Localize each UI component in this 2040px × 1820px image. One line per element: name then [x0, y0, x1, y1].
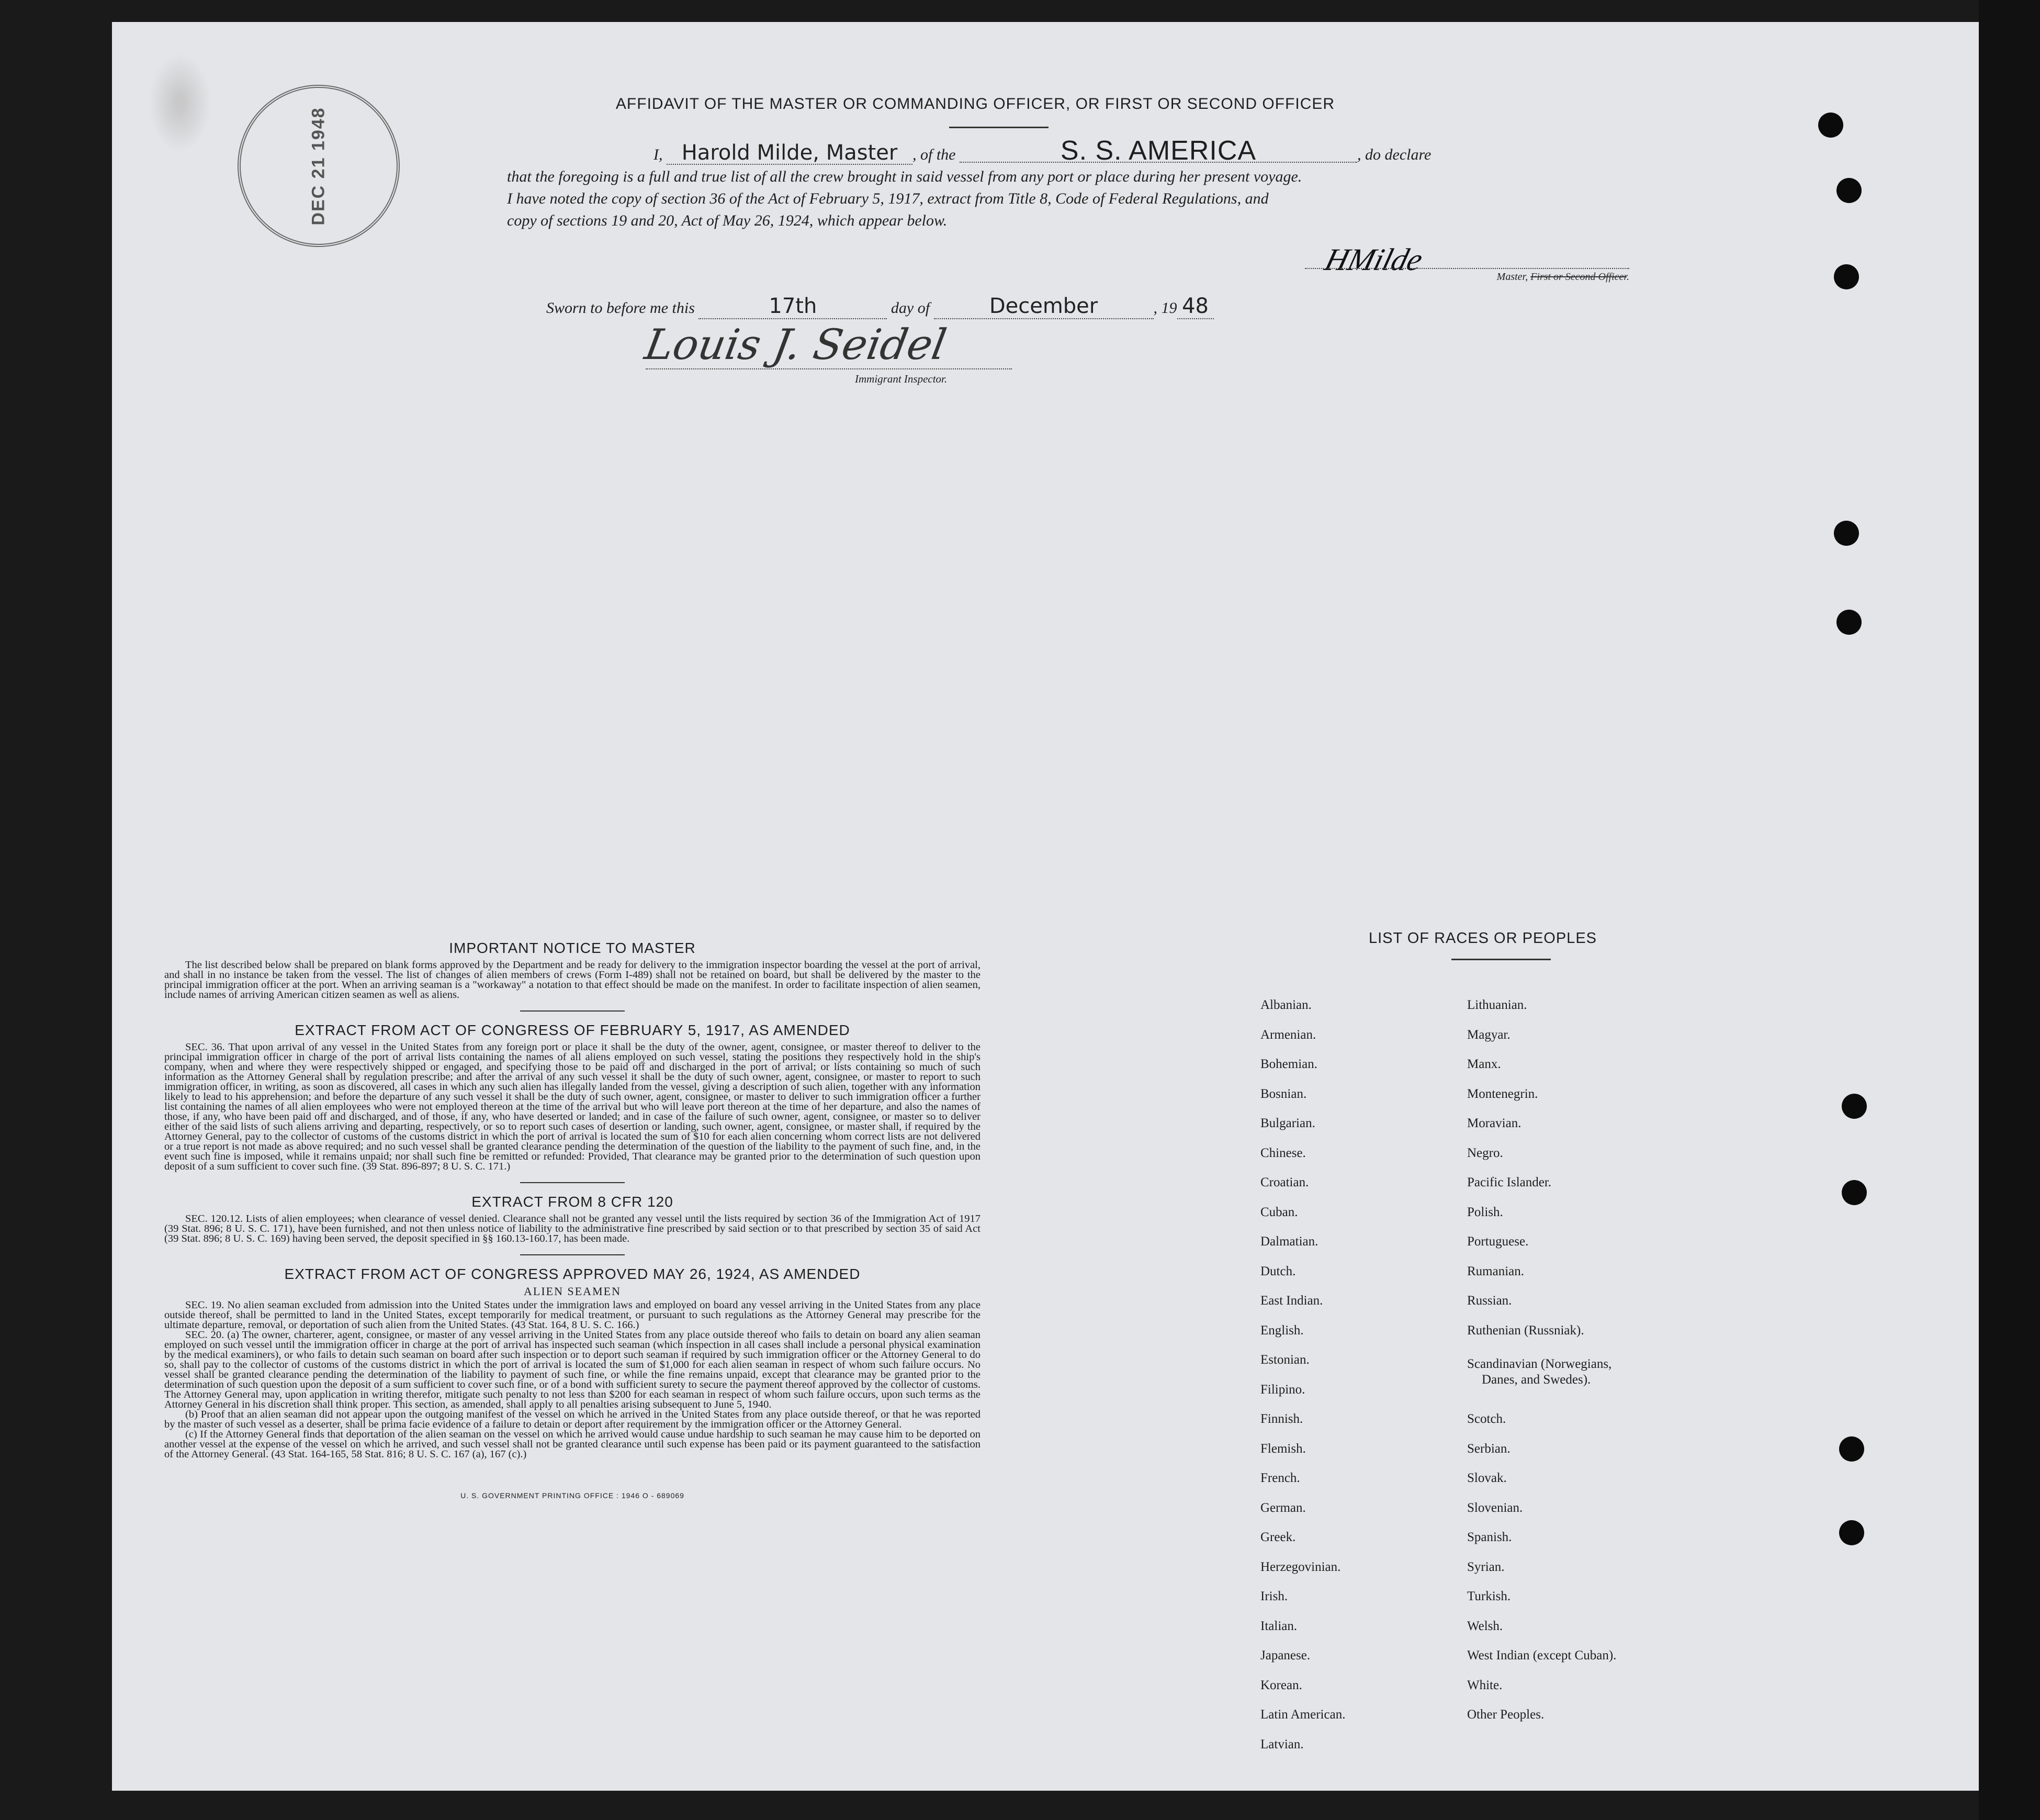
race-item: Other Peoples. [1467, 1707, 1545, 1722]
binder-hole [1836, 610, 1862, 635]
race-item: Moravian. [1467, 1116, 1521, 1130]
race-item: Italian. [1260, 1619, 1298, 1633]
race-item: Greek. [1260, 1530, 1296, 1544]
race-item: Irish. [1260, 1589, 1288, 1603]
scan-border [1979, 0, 2040, 1820]
extract-1924-title: EXTRACT FROM ACT OF CONGRESS APPROVED MAY 26, 1924, AS AMENDED [284, 1266, 861, 1282]
race-item: Manx. [1467, 1057, 1501, 1071]
races-title: LIST OF RACES OR PEOPLES [1368, 930, 1597, 947]
inspector-signature-line [646, 368, 1012, 369]
race-item: Korean. [1260, 1678, 1302, 1692]
race-item: Estonian. [1260, 1353, 1310, 1367]
race-item: Spanish. [1467, 1530, 1512, 1544]
scan-smudge [149, 53, 211, 153]
affidavit-declaration [507, 136, 1611, 232]
notice-body: The list described below shall be prepared on blank forms approved by the Department and be ready for delivery to the immigration inspector boarding the vessel at the port of arrival, and shall in no instance be taken from the vessel. The list of changes of alien members of crews (Form I-489) shall not be retained on board, but shall be delivered by the master to the principal immigration officer at the port. When an arriving seaman is a "workaway" a notation to that effect should be made on the manifest. In order to facilitate inspection of alien seamen, include names of arriving American citizen seamen as well as aliens. [164, 959, 980, 1001]
extract-1917-body: SEC. 36. That upon arrival of any vessel in the United States from any foreign port or place it shall be the duty of the owner, agent, consignee, or master thereof to deliver to the principal immigration officer in charge of the port of arrival lists containing the names of all aliens employed on such vessel, stating the positions they respectively hold in the ship's company, when and where they were respectively shipped or engaged, and specifying those to be paid off and discharged in the port of arrival; or lists containing so much of such information as the Attorney General shall by regulation prescribe; and after the arrival of any such vessel it shall be the duty of such owner, agent, consignee, or master to report to such immigration officer, in writing, as soon as discovered, all cases in which any such alien has illegally landed from the vessel, giving a description of such alien, together with any information likely to lead to his apprehension; and before the departure of any such vessel it shall be the duty of such owner, agent, consignee, or master to deliver to such immigration officer a further list containing the names of all alien employees who were not employed thereon at the time of the arrival but who will leave port thereon at the time of her departure, and also the names of those, if any, who have been paid off and discharged, and of those, if any, who have deserted or landed; and in case of the failure of such owner, agent, consignee, or master so to deliver either of the said lists of such aliens arriving and departing, respectively, or so to report such cases of desertion or landing, such owner, agent, consignee, or master shall, if required by the Attorney General, pay to the collector of customs of the customs district in which the port of arrival is located the sum of $10 for each alien concerning whom correct lists are not delivered or a true report is not made as above required; and no such vessel shall be granted clearance pending the determination of the question of the liability to the payment of such fine, and, in the event such fine is imposed, while it remains unpaid; nor shall such fine be remitted or refunded: Provided, That clearance may be granted prior to the determination of such question upon deposit of a sum sufficient to cover such fine. (39 Stat. 896-897; 8 U. S. C. 171.) [164, 1041, 980, 1172]
race-item: Serbian. [1467, 1441, 1511, 1456]
binder-hole [1839, 1436, 1864, 1462]
master-label: Master, [1496, 271, 1528, 283]
master-name: Harold Milde, Master [667, 142, 912, 165]
binder-hole [1834, 521, 1859, 546]
title-rule [949, 127, 1049, 128]
race-item: Polish. [1467, 1205, 1503, 1219]
extract-1924-sec20b: (b) Proof that an alien seaman did not appear upon the outgoing manifest of the vessel on which he arrived in the United States from any place outside thereof, or that he was reported by the master of such vessel as a deserter, shall be prima facie evidence of a failure to detain or deport after requirement by the immigration officer or the Attorney General. [164, 1409, 980, 1430]
extract-1924-sec20c: (c) If the Attorney General finds that deportation of the alien seaman on the vessel on which he arrived would cause undue hardship to such seaman he may cause him to be deported on another vessel at the expense of the vessel on which he arrived, and such vessel shall not be granted clearance until such expense has been paid or its payment guaranteed to the satisfaction of the Attorney General. (43 Stat. 164-165, 58 Stat. 816; 8 U. S. C. 167 (a), 167 (c).) [164, 1429, 980, 1460]
race-item: Scandinavian (Norwegians, [1467, 1357, 1612, 1371]
race-item: Dutch. [1260, 1264, 1296, 1278]
declaration-line-2: I have noted the copy of section 36 of the Act of February 5, 1917, extract from Title 8, Code of Federal Regulations, and [507, 190, 1269, 207]
declaration-line-1: that the foregoing is a full and true list of all the crew brought in said vessel from any port or place during her present voyage. [507, 168, 1302, 185]
do-declare-label: , do declare [1357, 146, 1432, 163]
race-item: Flemish. [1260, 1441, 1306, 1456]
race-item: Armenian. [1260, 1027, 1316, 1042]
legal-notices [164, 940, 980, 1501]
race-item: Turkish. [1467, 1589, 1511, 1603]
extract-1924-sec19: SEC. 19. No alien seaman excluded from admission into the United States under the immigration laws and employed on board any vessel arriving in the United States from any place outside thereof, shall be permitted to land in the United States, except temporarily for medical treatment, or pursuant to such regulations as the Attorney General may prescribe for the ultimate departure, removal, or deportation of such alien from the United States. (43 Stat. 164, 8 U. S. C. 166.) [164, 1299, 980, 1331]
document-page [112, 22, 1979, 1791]
extract-1924-sec20a: SEC. 20. (a) The owner, charterer, agent, consignee, or master of any vessel arriving in the United States from any place outside thereof who fails to detain on board any alien seaman employed on such vessel until the immigration officer in charge at the port of arrival has inspected such seaman (which inspection in all cases shall include a personal physical examination by the medical examiners), or who fails to detain such seaman on board after such inspection or to deport such seaman if required by such immigration officer or the Attorney General to do so, shall pay to the collector of customs of the customs district in which the port of arrival is located the sum of $1,000 for each alien seaman in respect of whom such failure occurs. No vessel shall be granted clearance pending the determination of the liability to payment of such fine, or while the fine remains unpaid, except that clearance may be granted prior to the determination of such question upon the deposit of a sum sufficient to cover such fine, or of a bond with sufficient surety to secure the payment thereof approved by the collector of customs. The Attorney General may, upon application in writing therefor, mitigate such penalty to not less than $200 for each seaman in respect of whom such failure occurs, upon such terms as the Attorney General in his discretion shall think proper. This section, as amended, shall apply to all penalties arising subsequent to June 5, 1940. [164, 1329, 980, 1410]
races-column-1 [1260, 998, 1345, 1767]
race-item: Russian. [1467, 1294, 1512, 1308]
sworn-year: 48 [1177, 294, 1214, 319]
day-of-label: day of [891, 299, 930, 317]
race-item: English. [1260, 1323, 1304, 1338]
race-item: White. [1467, 1678, 1503, 1692]
race-item: Dalmatian. [1260, 1234, 1318, 1249]
binder-hole [1842, 1180, 1867, 1205]
race-item: Japanese. [1260, 1648, 1311, 1662]
binder-hole [1818, 113, 1843, 138]
race-item: West Indian (except Cuban). [1467, 1648, 1617, 1662]
race-item: Bulgarian. [1260, 1116, 1315, 1130]
extract-cfr-title: EXTRACT FROM 8 CFR 120 [471, 1194, 673, 1210]
race-item: Filipino. [1260, 1382, 1305, 1397]
race-item: Finnish. [1260, 1412, 1303, 1426]
race-item: Albanian. [1260, 998, 1312, 1012]
sworn-label: Sworn to before me this [546, 299, 695, 317]
race-item: Bosnian. [1260, 1086, 1307, 1101]
divider [520, 1254, 625, 1255]
race-item: Ruthenian (Russniak). [1467, 1323, 1584, 1338]
binder-hole [1842, 1094, 1867, 1119]
race-item: Bohemian. [1260, 1057, 1318, 1071]
binder-hole [1839, 1520, 1864, 1545]
i-label: I, [653, 146, 663, 163]
master-signature-label [1305, 268, 1629, 283]
race-item: Cuban. [1260, 1205, 1298, 1219]
race-item: Magyar. [1467, 1027, 1511, 1042]
race-item: Herzegovinian. [1260, 1559, 1341, 1574]
extract-1924-subtitle: ALIEN SEAMEN [524, 1285, 621, 1298]
sworn-month: December [934, 294, 1154, 319]
extract-1917-title: EXTRACT FROM ACT OF CONGRESS OF FEBRUARY 5, 1917, AS AMENDED [295, 1022, 850, 1038]
vessel-name: S. S. AMERICA [960, 140, 1357, 163]
race-item: Syrian. [1467, 1559, 1505, 1574]
extract-cfr-body: SEC. 120.12. Lists of alien employees; when clearance of vessel denied. Clearance shall not be granted any vessel until the lists required by section 36 of the Immigration Act of 1917 (39 Stat. 896; 8 U. S. C. 171), have been furnished, and not then unless notice of liability to the administrative fine prescribed by said section or to that prescribed by section 35 of said Act (39 Stat. 896; 8 U. S. C. 169) having been served, the deposit specified in §§ 160.13-160.17, has been made. [164, 1213, 980, 1244]
of-the-label: , of the [912, 146, 956, 163]
stamp-date: DEC 21 1948 [308, 106, 329, 226]
race-item: Montenegrin. [1467, 1086, 1538, 1101]
race-item: Slovak. [1467, 1471, 1507, 1485]
race-item: Chinese. [1260, 1145, 1306, 1160]
declaration-line-3: copy of sections 19 and 20, Act of May 26, 1924, which appear below. [507, 212, 948, 229]
year-prefix: , 19 [1153, 299, 1177, 317]
race-item: Welsh. [1467, 1619, 1503, 1633]
sworn-line [546, 294, 1214, 319]
master-label-end: . [1627, 271, 1629, 283]
inspector-label: Immigrant Inspector. [855, 373, 948, 385]
race-item: Negro. [1467, 1145, 1503, 1160]
divider [520, 1182, 625, 1183]
notice-title: IMPORTANT NOTICE TO MASTER [449, 940, 696, 956]
races-column-2 [1467, 998, 1616, 1737]
race-item: East Indian. [1260, 1294, 1323, 1308]
race-item: Danes, and Swedes). [1482, 1373, 1591, 1387]
race-item: Lithuanian. [1467, 998, 1527, 1012]
race-item: Portuguese. [1467, 1234, 1529, 1249]
race-item: Scotch. [1467, 1412, 1506, 1426]
race-item: Latin American. [1260, 1707, 1346, 1722]
inspector-signature: Louis J. Seidel [641, 320, 950, 369]
race-item: Pacific Islander. [1467, 1175, 1552, 1189]
race-item: Rumanian. [1467, 1264, 1525, 1278]
struck-officer-label: First or Second Officer [1530, 271, 1627, 283]
race-item: Latvian. [1260, 1737, 1304, 1751]
race-item: Croatian. [1260, 1175, 1309, 1189]
printing-office-footer: U. S. GOVERNMENT PRINTING OFFICE : 1946 O - 689069 [460, 1491, 684, 1500]
sworn-day: 17th [698, 294, 887, 319]
affidavit-title: AFFIDAVIT OF THE MASTER OR COMMANDING OFFICER, OR FIRST OR SECOND OFFICER [615, 95, 1335, 113]
binder-hole [1836, 178, 1862, 203]
race-item: French. [1260, 1471, 1300, 1485]
divider [520, 1010, 625, 1012]
binder-hole [1834, 264, 1859, 289]
races-rule [1451, 959, 1551, 960]
race-item: Slovenian. [1467, 1500, 1523, 1515]
master-signature: HMilde [1321, 242, 1427, 277]
race-item: German. [1260, 1500, 1306, 1515]
